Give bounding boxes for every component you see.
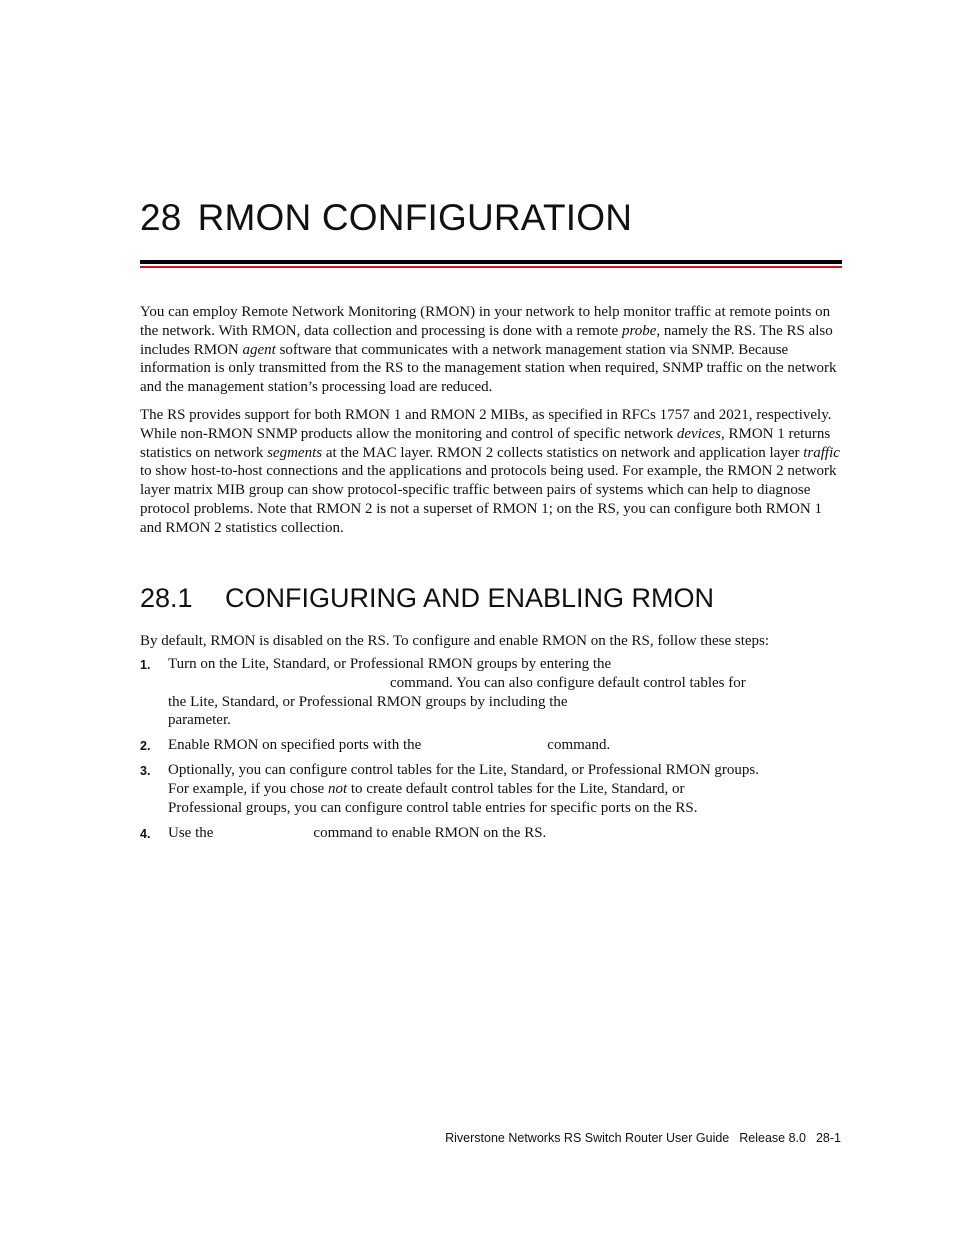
step-4-text-b: command to enable RMON on the RS. bbox=[313, 825, 547, 841]
intro-p2-term-traffic: traffic bbox=[803, 444, 840, 461]
section-lead: By default, RMON is disabled on the RS. To configure and enable RMON on the RS, follow these steps: bbox=[140, 633, 770, 649]
title-rule-black bbox=[140, 260, 842, 264]
title-rule-red bbox=[140, 266, 842, 268]
intro-p2-text-g: to show host-to-host connections and the applications and protocols being used. For example, the RMON 2 network layer matrix MIB group can show protocol-specific traffic between pairs of systems which can help to diagnose protocol problems. Note that RMON 2 is not a superset of RMON 1; on the RS, you can configure both RMON 1 and RMON 2 statistics collection. bbox=[140, 463, 837, 536]
intro-p1-text-e: software that communicates with a network management station via SNMP. Because information is only transmitted from the RS to the management station when required, SNMP traffic on the network and the management station’s processing load are reduced. bbox=[140, 341, 837, 396]
intro-p2-term-segments: segments bbox=[267, 444, 323, 461]
chapter-title-text: RMON CONFIGURATION bbox=[197, 197, 633, 238]
section-title bbox=[140, 583, 714, 614]
intro-p1-term-probe: probe bbox=[621, 322, 657, 339]
step-3-term-not: not bbox=[327, 780, 348, 797]
intro-p1-text-a: You can employ Remote Network Monitoring (RMON) in your network to help monitor traffic at remote points on the network. With RMON, data collection and processing is done with a remote bbox=[140, 304, 831, 339]
step-2-text-a: Enable RMON on specified ports with the bbox=[168, 737, 422, 753]
step-1-line-1: Turn on the Lite, Standard, or Professional RMON groups by entering the bbox=[168, 656, 612, 672]
step-4 bbox=[140, 824, 842, 843]
intro-paragraph-2 bbox=[140, 406, 842, 538]
step-text bbox=[168, 761, 760, 817]
step-text bbox=[168, 824, 768, 843]
chapter-number: 28 bbox=[140, 197, 182, 238]
footer-guide-title: Riverstone Networks RS Switch Router User Guide bbox=[445, 1131, 730, 1145]
step-3-text-c: to create default control tables for the Lite, Standard, or Professional groups, you can configure control table entries for specific ports on the RS. bbox=[168, 780, 698, 816]
step-number: 4. bbox=[140, 827, 151, 841]
step-number: 1. bbox=[140, 658, 151, 672]
step-1-line-4: parameter. bbox=[168, 712, 231, 729]
chapter-title bbox=[140, 197, 632, 239]
intro-p1-text-c: , namely the RS. The RS also includes RMON bbox=[140, 322, 833, 358]
footer-page-number: 28-1 bbox=[815, 1131, 841, 1145]
intro-p2-term-devices: devices bbox=[676, 425, 721, 442]
step-text bbox=[168, 655, 768, 730]
page-footer bbox=[445, 1131, 841, 1145]
step-2-text-b: command. bbox=[547, 737, 611, 753]
section-title-text: CONFIGURING AND ENABLING RMON bbox=[225, 583, 715, 613]
section-number: 28.1 bbox=[140, 583, 193, 613]
step-2 bbox=[140, 736, 842, 755]
step-3-text-a: Optionally, you can configure control tables for the Lite, Standard, or Professional RMON groups. For example, if you chose bbox=[168, 762, 759, 797]
footer-release: Release 8.0 bbox=[739, 1131, 806, 1145]
intro-paragraph-1 bbox=[140, 303, 842, 397]
step-3 bbox=[140, 761, 842, 817]
intro-p2-text-e: at the MAC layer. RMON 2 collects statistics on network and application layer bbox=[322, 444, 804, 461]
step-4-text-a: Use the bbox=[168, 825, 214, 841]
step-text bbox=[168, 736, 768, 755]
step-1-line-2: command. You can also configure default control tables for bbox=[390, 674, 746, 691]
intro-p2-text-a: The RS provides support for both RMON 1 and RMON 2 MIBs, as specified in RFCs 1757 and 2021, respectively. While non-RMON SNMP products allow the monitoring and control of specific network bbox=[140, 407, 832, 442]
intro-p1-term-agent: agent bbox=[242, 341, 276, 358]
step-number: 2. bbox=[140, 739, 151, 753]
step-1 bbox=[140, 655, 842, 730]
step-1-line-3: the Lite, Standard, or Professional RMON groups by including the bbox=[168, 693, 568, 710]
step-number: 3. bbox=[140, 764, 151, 778]
intro-p2-text-c: , RMON 1 returns statistics on network bbox=[140, 425, 831, 461]
